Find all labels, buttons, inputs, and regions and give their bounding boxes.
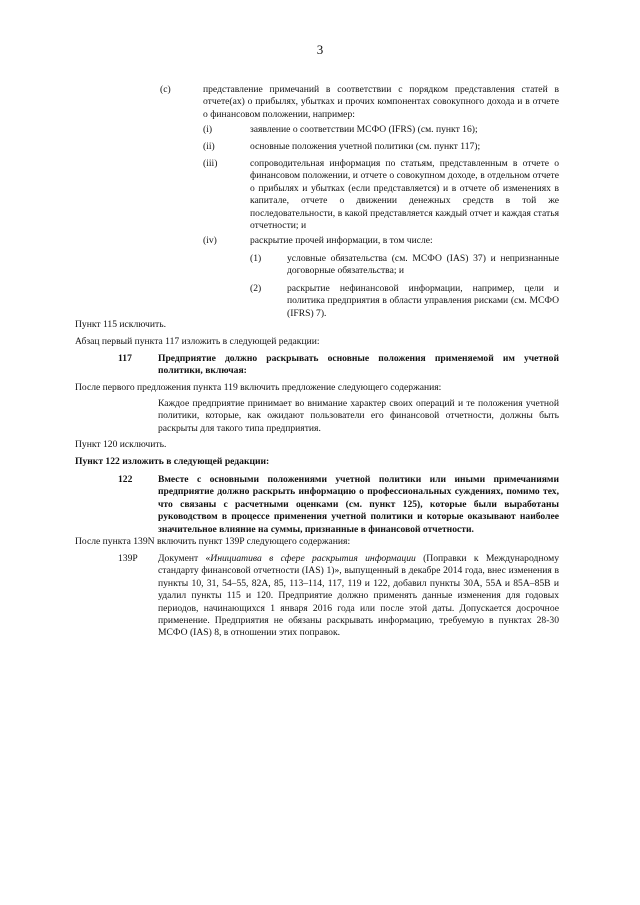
- subsubitem-1-marker: (1): [250, 253, 262, 264]
- subitem-iii-text: сопроводительная информация по статьям, представленным в отчете о финансовом положении, и отчете о совокупном доходе, в отдельном отчете о прибылях и убытках (если представляется) и в отчете об изменениях в капитале, отчете о движении денежных средств в той же последовательности, в какой представляется каждый отчет и каждая статья отчетности; и: [250, 158, 559, 232]
- subitem-ii-text: основные положения учетной политики (см. пункт 117);: [250, 141, 481, 152]
- subsubitem-2-marker: (2): [250, 283, 262, 294]
- instruction-119: После первого предложения пункта 119 включить предложение следующего содержания:: [75, 382, 442, 393]
- instruction-122: Пункт 122 изложить в следующей редакции:: [75, 456, 270, 467]
- instruction-117: Абзац первый пункта 117 изложить в следующей редакции:: [75, 336, 320, 347]
- para-117-text: Предприятие должно раскрывать основные положения применяемой им учетной политики, включая:: [158, 353, 559, 377]
- instruction-139p: После пункта 139N включить пункт 139P следующего содержания:: [75, 536, 351, 547]
- subitem-iv-marker: (iv): [203, 235, 217, 246]
- item-c-text: представление примечаний в соответствии с порядком представления статей в отчете(ах) о прибылях, убытках и прочих компонентах совокупного дохода и в отчете о финансовом положении, например:: [203, 84, 559, 120]
- subsubitem-2-text: раскрытие нефинансовой информации, например, цели и политика предприятия в области управления рисками (см. МСФО (IFRS) 7).: [287, 283, 559, 319]
- para-139p-document-title: Инициатива в сфере раскрытия информации: [210, 553, 416, 564]
- para-119-text: Каждое предприятие принимает во внимание характер своих операций и те положения учетной политики, которые, как ожидают пользователи его финансовой отчетности, должны быть раскрыты для такого типа предприятия.: [158, 398, 559, 434]
- para-139p-text: [158, 553, 559, 640]
- para-139p-text-rest: (Поправки к Международному стандарту финансовой отчетности (IAS) 1)», выпущенный в декабре 2014 года, внес изменения в пункты 10, 31, 54–55, 82A, 85, 113–114, 117, 119 и 122, добавил пункты 30A, 55A и 85A–85B и удалил пункты 115 и 120. Предприятие должно применять данные изменения для годовых периодов, начинающихся 1 января 2016 года или после этой даты. Допускается досрочное применение. Предприятия не обязаны раскрывать информацию, требуемую в пунктах 28-30 МСФО (IAS) 8, в отношении этих поправок.: [158, 553, 559, 639]
- subitem-iv-text: раскрытие прочей информации, в том числе:: [250, 235, 433, 246]
- subitem-ii-marker: (ii): [203, 141, 215, 152]
- subitem-i-marker: (i): [203, 124, 213, 135]
- item-c-marker: (c): [160, 84, 171, 95]
- para-122-text: Вместе с основными положениями учетной политики или иными примечаниями предприятие должно раскрыть информацию о профессиональных суждениях, помимо тех, что связаны с расчетными оценками (см. пункт 125), которые были выработаны руководством в процессе применения учетной политики и которые оказывают наиболее значительное влияние на суммы, признанные в финансовой отчетности.: [158, 474, 559, 535]
- subitem-i-text: заявление о соответствии МСФО (IFRS) (см. пункт 16);: [250, 124, 478, 135]
- instruction-115: Пункт 115 исключить.: [75, 319, 166, 330]
- para-117-number: 117: [118, 353, 132, 364]
- para-122-number: 122: [118, 474, 133, 485]
- instruction-120: Пункт 120 исключить.: [75, 439, 167, 450]
- subitem-iii-marker: (iii): [203, 158, 218, 169]
- para-139p-text-start: Документ «: [158, 553, 211, 564]
- page-number: 3: [316, 42, 324, 57]
- subsubitem-1-text: условные обязательства (см. МСФО (IAS) 37) и непризнанные договорные обязательства; и: [287, 253, 559, 277]
- para-139p-number: 139P: [118, 553, 138, 564]
